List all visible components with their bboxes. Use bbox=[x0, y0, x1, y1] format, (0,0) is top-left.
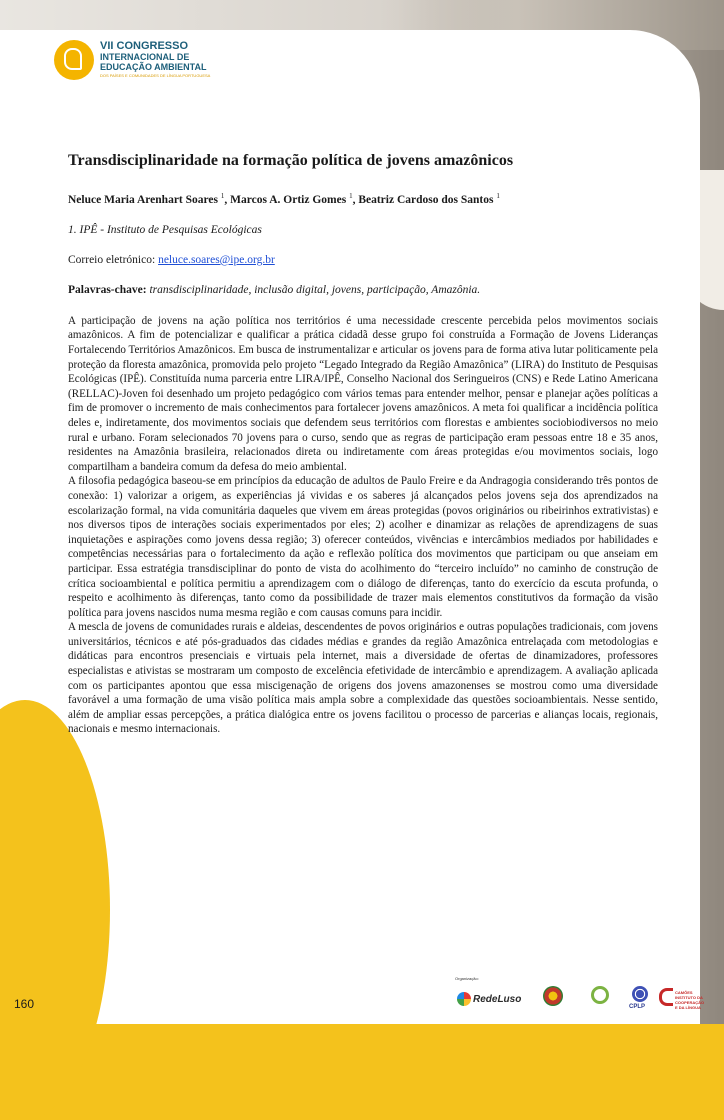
email-label: Correio eletrónico: bbox=[68, 253, 159, 266]
author-affiliation-mark: 1 bbox=[349, 192, 353, 200]
logo-title-line2a: INTERNACIONAL DE bbox=[100, 52, 190, 62]
redeluso-logo bbox=[457, 986, 522, 1012]
author-separator: , bbox=[352, 193, 359, 206]
author-list bbox=[68, 192, 658, 206]
body-paragraph: A filosofia pedagógica baseou-se em princípios da educação de adultos de Paulo Freire e da Andragogia considerando três pontos de conexão: 1) valorizar a origem, as experiências já vividas e os saberes já alcançados pelos jovens seja dos aprendizados na escolarização formal, na vida comunitária daqueles que vivem em áreas protegidas (povos originários ou ribeirinhos extrativistas) e nos diversos tipos de interações sociais experimentados por eles; 2) acolher e dinamizar as relações de aprendizagens de suas inquietações e aspirações como jovens dessa região; 3) oferecer conteúdos, vivências e intercâmbios mediados por habilidades e competências necessárias para o fortalecimento da ação e reflexão política dos movimentos que participam ou que anseiam em participar. Essa estratégia transdisciplinar do ponto de vista do acolhimento do “terceiro incluído” no caminho de construção de crítica socioambiental e política permitiu a aprendizagem com o diálogo de diferenças, tanto do exercício da escuta profunda, o respeito e acolhimento às diferenças, tanto como da possibilidade de trazer mais elementos constitutivos da formação da visão política para jovens nascidos numa mesma região e com causas comuns para incidir. bbox=[68, 475, 658, 619]
redeluso-icon bbox=[457, 992, 471, 1006]
page-number: 160 bbox=[14, 997, 35, 1011]
article bbox=[68, 152, 658, 737]
cplp-icon bbox=[632, 986, 648, 1002]
partner-ring-icon bbox=[591, 986, 609, 1004]
body-paragraph: A participação de jovens na ação política nos territórios é uma necessidade crescente percebida pelos movimentos sociais amazônicos. A fim de potencializar e qualificar a prática cidadã desse grupo foi construída a Formação de Jovens Lideranças Fortalecendo Territórios Amazônicos. Em busca de instrumentalizar e articular os jovens para de forma ativa lutar politicamente pela proteção da floresta amazônica, promovida pelo projeto “Legado Integrado da Região Amazônica” (LIRA) do Instituto de Pesquisas Ecológicas (IPÊ). Constituída numa parceria entre LIRA/IPÊ, Conselho Nacional dos Seringueiros (CNS) e Rede Latino Americana (RELLAC)-Joven foi desenhado um projeto pedagógico com vários temas para entender melhor, pensar e planejar ações políticas a fim de promover o incremento de mais conhecimentos para fortalecer jovens amazônicos. A meta foi qualificar a incidência política deles e, indiretamente, dos movimentos sociais que defendem seus territórios com florestas e ambientes sociobiodiversos no meio rural e urbano. Foram selecionados 70 jovens para o curso, sendo que as regras de participação eram pessoas entre 18 e 35 anos, residentes na Amazônia brasileira, relacionados direta ou indiretamente com áreas protegidas e/ou movimentos sociais, logo compartilham a bandeira comum da defesa do meio ambiental. bbox=[68, 314, 658, 473]
author-affiliation-mark: 1 bbox=[496, 192, 500, 200]
mozambique-emblem-icon bbox=[543, 986, 563, 1006]
logo-title-line1: VII CONGRESSO bbox=[100, 40, 189, 52]
body-paragraph: A mescla de jovens de comunidades rurais e aldeias, descendentes de povos originários e outras populações tradicionais, com jovens universitários, técnicos e até pós-graduados das cidades médias e grandes da região Amazônica entrelaçada com metodologias e didáticas para encontros presenciais e virtuais pela internet, mais a diversidade de ofertas de dinamizadores, professores especialistas e ativistas se mostraram um composto de excelência efetividade de intercâmbio e aprendizagem. A avaliação aplicada com os participantes apontou que essa miscigenação de origens dos jovens amazonenses se mostrou como uma diversidade favorável a uma formação de uma visão política mais ampla sobre a complexidade das questões socioambientais. Nesse sentido, além de ampliar essas percepções, a prática dialógica entre os jovens facilitou o processo de parcerias e alianças locais, regionais, nacionais e mesmo internacionais. bbox=[68, 621, 658, 736]
cplp-logo-text: CPLP bbox=[629, 1004, 646, 1010]
logo-tagline: DOS PAÍSES E COMUNIDADES DE LÍNGUA PORTUGUESA bbox=[100, 73, 211, 78]
logo-title-line2b: EDUCAÇÃO AMBIENTAL bbox=[100, 62, 207, 72]
cplp-logo bbox=[629, 986, 651, 1012]
keywords-text: transdisciplinaridade, inclusão digital, jovens, participação, Amazônia. bbox=[146, 283, 481, 296]
redeluso-logo-text: RedeLuso bbox=[473, 994, 522, 1005]
camoes-icon bbox=[659, 988, 673, 1006]
partner-ring-logo bbox=[587, 986, 617, 1012]
author-name: Beatriz Cardoso dos Santos bbox=[358, 193, 494, 206]
article-body bbox=[68, 314, 658, 737]
email-link[interactable]: neluce.soares@ipe.org.br bbox=[158, 253, 275, 266]
author-affiliation-mark: 1 bbox=[220, 192, 225, 200]
congress-logo-icon bbox=[54, 40, 94, 80]
affiliation: 1. IPÊ - Instituto de Pesquisas Ecológicas bbox=[68, 223, 262, 236]
sponsor-logos bbox=[455, 976, 705, 1018]
email-line bbox=[68, 254, 658, 266]
logo-title-line2 bbox=[100, 52, 207, 72]
camoes-logo-text: CAMÕES INSTITUTO DA COOPERAÇÃO E DA LÍNGUA bbox=[675, 990, 705, 1010]
author-name: Marcos A. Ortiz Gomes bbox=[230, 193, 347, 206]
mozambique-emblem-logo bbox=[539, 986, 567, 1012]
sponsors-label: Organização: bbox=[455, 976, 479, 981]
keywords-label: Palavras-chave: bbox=[68, 283, 147, 296]
author-separator: , bbox=[224, 193, 231, 206]
author-name: Neluce Maria Arenhart Soares bbox=[68, 193, 219, 206]
congress-logo bbox=[54, 40, 211, 86]
camoes-logo bbox=[659, 986, 703, 1012]
article-title: Transdisciplinaridade na formação política de jovens amazônicos bbox=[68, 152, 514, 169]
keywords-line bbox=[68, 284, 658, 296]
